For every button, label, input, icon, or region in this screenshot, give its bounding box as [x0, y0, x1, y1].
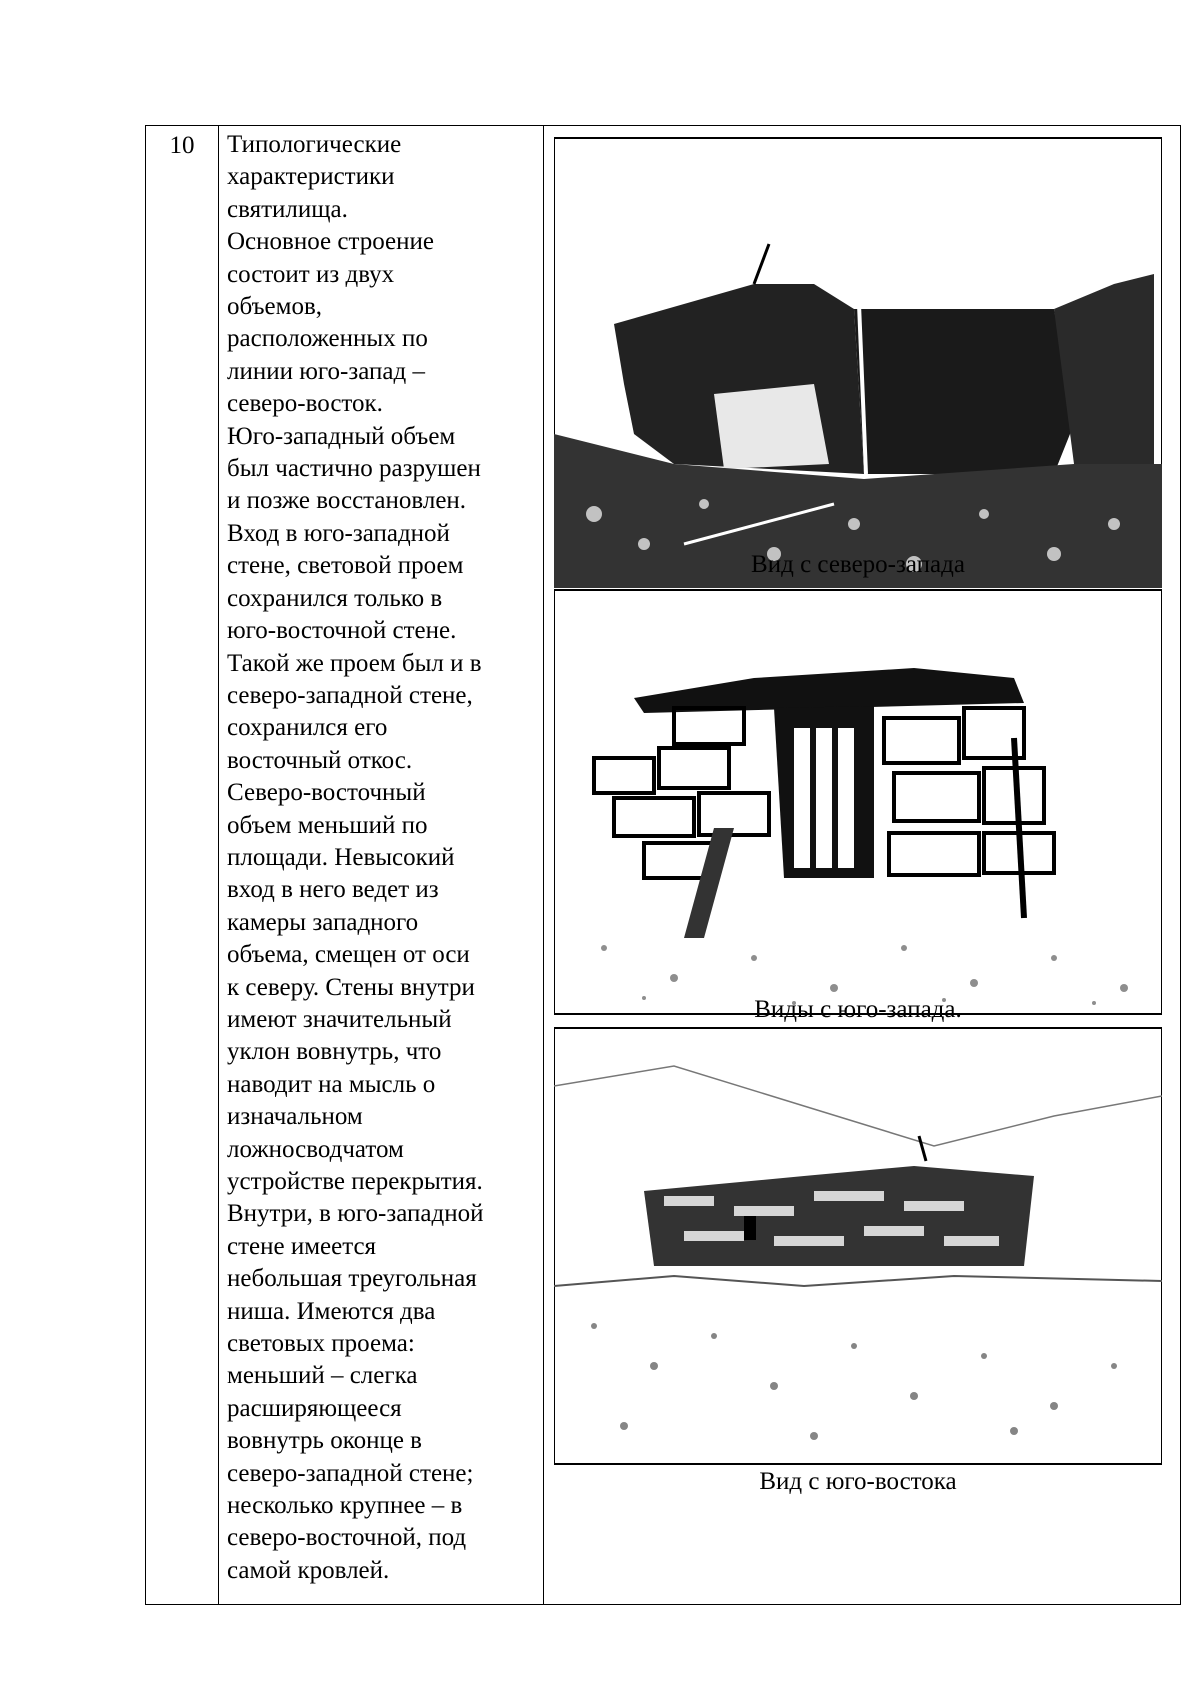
photo-caption: Виды с юго-запада. — [754, 996, 962, 1023]
description-line: северо-восточной, под — [227, 1524, 467, 1552]
row-number: 10 — [146, 126, 219, 1605]
description-line: стене, световой проем — [227, 552, 464, 580]
description-line: состоит из двух — [227, 260, 395, 288]
description-line: уклон вовнутрь, что — [227, 1038, 442, 1066]
photo-caption: Вид с юго-востока — [759, 1468, 957, 1495]
description-line: небольшая треугольная — [227, 1265, 477, 1293]
description-line: сохранился только в — [227, 584, 443, 612]
description-line: вовнутрь оконце в — [227, 1427, 422, 1455]
description-line: характеристики — [227, 163, 395, 191]
photo-southwest-view — [554, 588, 1162, 1016]
description-line: восточный откос. — [227, 746, 413, 774]
description-line: был частично разрушен — [227, 455, 481, 483]
description-line: к северу. Стены внутри — [227, 973, 475, 1001]
description-line: самой кровлей. — [227, 1556, 390, 1584]
table-row — [146, 126, 1181, 1605]
description-line: расширяющееся — [227, 1394, 402, 1422]
description-line: юго-восточной стене. — [227, 617, 457, 645]
description-line: северо-восток. — [227, 390, 383, 418]
description-line: Основное строение — [227, 228, 434, 256]
description-line: северо-западной стене; — [227, 1459, 474, 1487]
description-line: камеры западного — [227, 908, 419, 936]
photo-northwest-view — [554, 134, 1162, 596]
photo-southeast-view — [554, 1026, 1162, 1466]
description-line: стене имеется — [227, 1232, 377, 1260]
description-line: святилища. — [227, 195, 348, 223]
description-line: несколько крупнее – в — [227, 1492, 463, 1520]
description-line: Юго-западный объем — [227, 422, 456, 450]
description-line: объемов, — [227, 293, 322, 321]
description-line: ложносводчатом — [227, 1135, 404, 1163]
description-line: и позже восстановлен. — [227, 487, 467, 515]
description-line: изначальном — [227, 1103, 363, 1131]
description-line: ниша. Имеются два — [227, 1297, 436, 1325]
description-line: Такой же проем был и в — [227, 649, 482, 677]
description-line: площади. Невысокий — [227, 843, 455, 871]
description-line: Типологические — [227, 131, 402, 158]
description-line: объема, смещен от оси — [227, 941, 470, 969]
description-line: Вход в юго-западной — [227, 519, 450, 547]
description-line: расположенных по — [227, 325, 428, 353]
photos-cell — [544, 126, 1181, 1605]
description-line: устройстве перекрытия. — [227, 1168, 483, 1195]
typology-description — [219, 126, 544, 1605]
description-line: объем меньший по — [227, 811, 428, 839]
description-line: северо-западной стене, — [227, 681, 473, 709]
description-line: вход в него ведет из — [227, 876, 439, 904]
description-line: линии юго-запад – — [227, 357, 425, 385]
description-line: сохранился его — [227, 714, 388, 742]
description-line: Внутри, в юго-западной — [227, 1200, 484, 1228]
sanctuary-table — [145, 125, 1181, 1605]
description-line: световых проема: — [227, 1330, 415, 1358]
description-line: меньший – слегка — [227, 1362, 418, 1390]
description-line: имеют значительный — [227, 1005, 452, 1033]
description-line: Северо-восточный — [227, 779, 426, 807]
photo-caption: Вид с северо-запада — [751, 551, 965, 578]
description-line: наводит на мысль о — [227, 1070, 436, 1098]
